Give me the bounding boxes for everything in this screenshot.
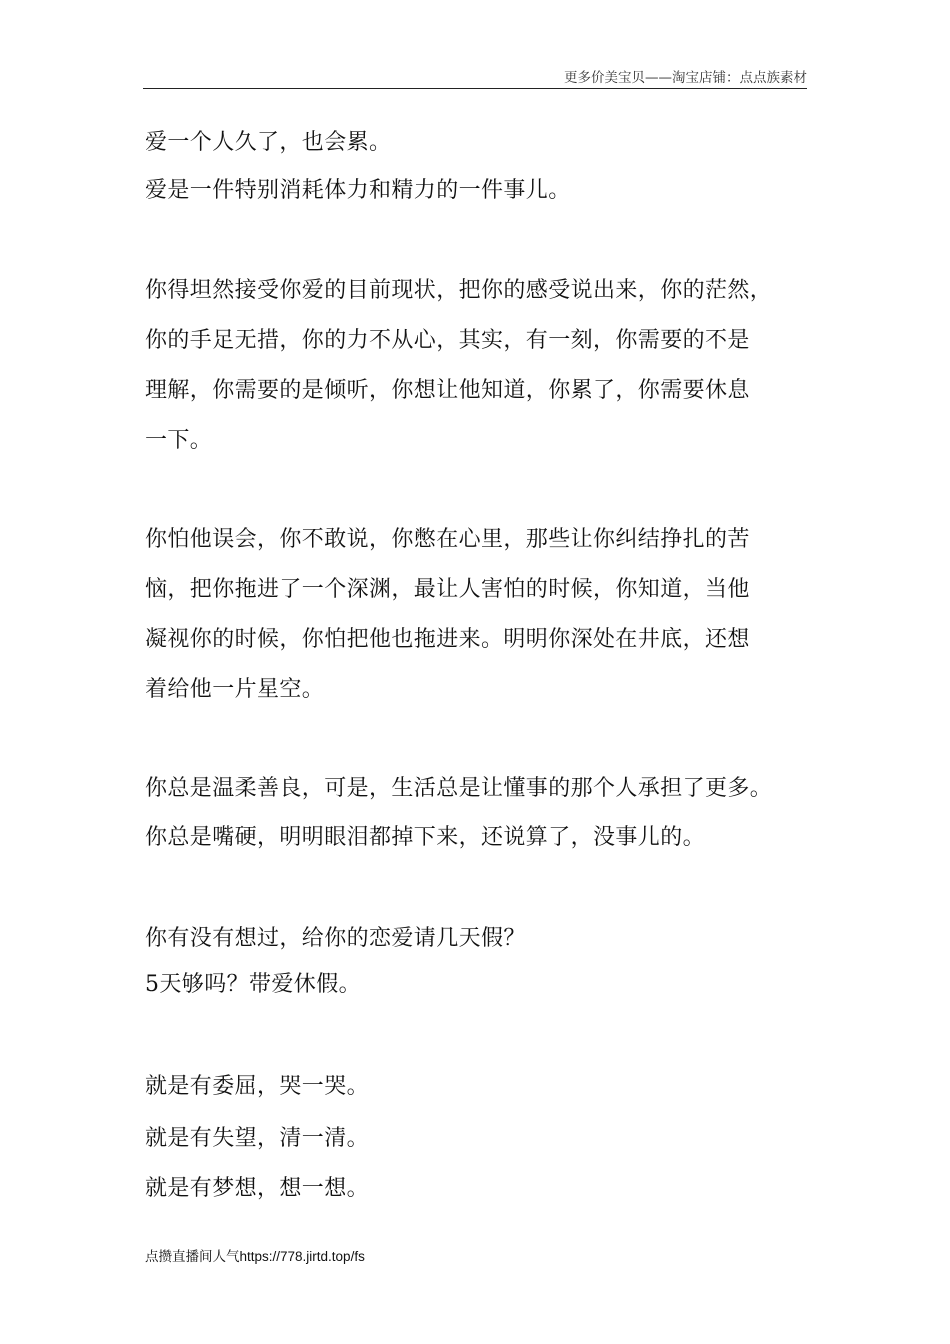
paragraph-line: 爱一个人久了，也会累。 xyxy=(145,130,392,155)
paragraph-line: 就是有梦想，想一想。 xyxy=(145,1176,370,1201)
page-footer xyxy=(145,1245,365,1265)
paragraph-line: 就是有失望，清一清。 xyxy=(145,1126,370,1151)
footer-link[interactable]: https://778.jirtd.top/fs xyxy=(239,1249,365,1264)
paragraph-line: 理解，你需要的是倾听，你想让他知道，你累了，你需要休息 xyxy=(145,378,750,403)
paragraph-line: 一下。 xyxy=(145,428,213,453)
header-text: 更多价美宝贝——淘宝店铺：点点族素材 xyxy=(564,70,807,86)
paragraph-line: 爱是一件特别消耗体力和精力的一件事儿。 xyxy=(145,178,571,203)
paragraph-line: 恼，把你拖进了一个深渊，最让人害怕的时候，你知道，当他 xyxy=(145,577,750,602)
paragraph-line: 凝视你的时候，你怕把他也拖进来。明明你深处在井底，还想 xyxy=(145,627,750,652)
paragraph-line: 着给他一片星空。 xyxy=(145,677,325,702)
paragraph-line: 5天够吗？带爱休假。 xyxy=(145,972,361,997)
paragraph-line: 你得坦然接受你爱的目前现状，把你的感受说出来，你的茫然， xyxy=(145,278,773,303)
paragraph-line: 你总是嘴硬，明明眼泪都掉下来，还说算了，没事儿的。 xyxy=(145,825,706,850)
paragraph-line: 你总是温柔善良，可是，生活总是让懂事的那个人承担了更多。 xyxy=(145,776,773,801)
page-header xyxy=(143,62,807,89)
paragraph-line: 你的手足无措，你的力不从心，其实，有一刻，你需要的不是 xyxy=(145,328,750,353)
paragraph-line: 就是有委屈，哭一哭。 xyxy=(145,1074,370,1099)
paragraph-line: 你有没有想过，给你的恋爱请几天假？ xyxy=(145,926,526,951)
paragraph-line: 你怕他误会，你不敢说，你憋在心里，那些让你纠结挣扎的苦 xyxy=(145,527,750,552)
footer-label: 点攒直播间人气 xyxy=(145,1249,240,1265)
